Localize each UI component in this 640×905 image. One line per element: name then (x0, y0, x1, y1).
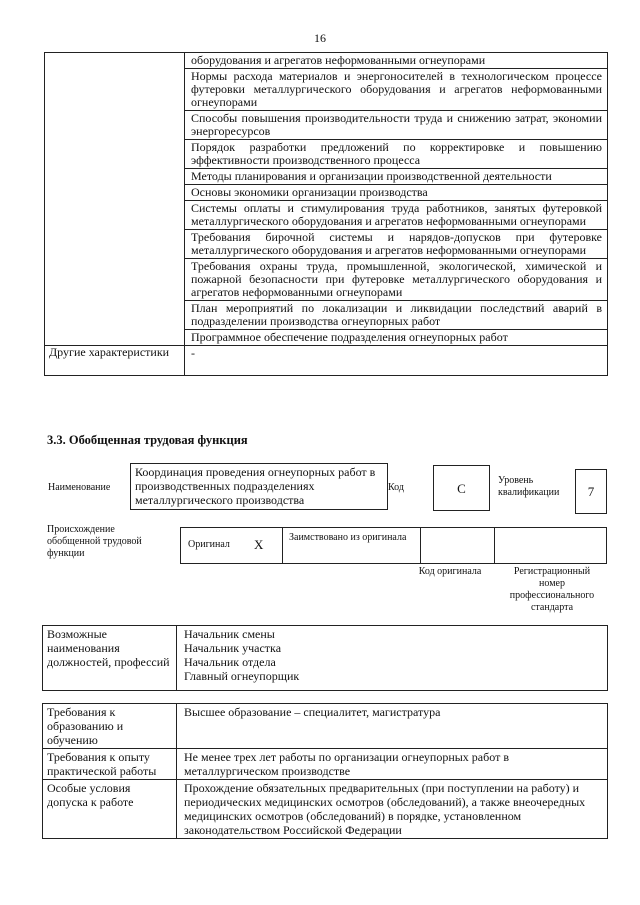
section-heading: 3.3. Обобщенная трудовая функция (47, 433, 248, 447)
knowledge-item: Нормы расхода материалов и энергоносителей в технологическом процессе футеровки металлургического оборудования и агрегатов неформованными огнеупорами (185, 69, 608, 111)
knowledge-item: Порядок разработки предложений по корректировке и повышению эффективности производственного процесса (185, 140, 608, 169)
knowledge-item: Способы повышения производительности труда и снижению затрат, экономии энергоресурсов (185, 111, 608, 140)
requirement-label: Требования к опыту практической работы (43, 749, 177, 780)
list-item: Начальник смены (184, 627, 275, 641)
table-row (45, 346, 608, 376)
origin-box (180, 527, 607, 564)
original-mark: X (254, 537, 264, 552)
table-row (43, 749, 608, 780)
divider (420, 528, 421, 563)
original-label: Оригинал (188, 539, 230, 550)
table-row (45, 53, 608, 69)
positions-values (177, 626, 608, 691)
requirement-value: Не менее трех лет работы по организации огнеупорных работ в металлургическом производстве (177, 749, 608, 780)
knowledge-label-cell (45, 53, 185, 346)
code-label: Код (388, 482, 404, 493)
reg-number-caption: Регистрационный номер профессионального стандарта (509, 566, 595, 613)
table-row (43, 626, 608, 691)
list-item: Начальник участка (184, 641, 282, 655)
origin-label: Происхождение обобщенной трудовой функции (47, 524, 142, 559)
code-value: C (457, 481, 466, 496)
knowledge-item: оборудования и агрегатов неформованными огнеупорами (185, 53, 608, 69)
positions-table (42, 625, 608, 691)
knowledge-item: Требования бирочной системы и нарядов-допусков при футеровке металлургического оборудования и агрегатов неформованными огнеупорами (185, 230, 608, 259)
knowledge-item: Программное обеспечение подразделения огнеупорных работ (185, 330, 608, 346)
other-characteristics-label: Другие характеристики (45, 346, 185, 376)
name-label: Наименование (48, 482, 111, 493)
requirements-table (42, 703, 608, 839)
divider (494, 528, 495, 563)
knowledge-item: План мероприятий по локализации и ликвидации последствий аварий в подразделении производства огнеупорных работ (185, 301, 608, 330)
requirement-label: Особые условия допуска к работе (43, 780, 177, 839)
borrowed-label: Заимствовано из оригинала (289, 532, 407, 543)
knowledge-item: Системы оплаты и стимулирования труда работников, занятых футеровкой металлургического оборудования и агрегатов неформованными огнеупорами (185, 201, 608, 230)
name-value-box (130, 463, 388, 510)
requirement-label: Требования к образованию и обучению (43, 704, 177, 749)
table-row (43, 780, 608, 839)
code-box (433, 465, 490, 511)
level-label: Уровень квалификации (498, 475, 560, 498)
divider (282, 528, 283, 563)
level-value: 7 (587, 484, 595, 499)
name-value: Координация проведения огнеупорных работ в производственных подразделениях металлургического производства (135, 465, 376, 507)
code-original-caption: Код оригинала (418, 566, 482, 577)
knowledge-item: Методы планирования и организации производственной деятельности (185, 169, 608, 185)
page-number: 16 (314, 31, 326, 45)
list-item: Начальник отдела (184, 655, 276, 669)
knowledge-item: Основы экономики организации производства (185, 185, 608, 201)
knowledge-item: Требования охраны труда, промышленной, экологической, химической и пожарной безопасности при футеровке металлургического оборудования и агрегатов неформованными огнеупорами (185, 259, 608, 301)
list-item: Главный огнеупорщик (184, 669, 300, 683)
requirement-value: Высшее образование – специалитет, магистратура (177, 704, 608, 749)
requirement-value: Прохождение обязательных предварительных (при поступлении на работу) и периодических медицинских осмотров (обследований), а также внеочередных медицинских осмотров (обследований) в порядке, установленном законодательством Российской Федерации (177, 780, 608, 839)
positions-label: Возможные наименования должностей, профессий (43, 626, 177, 691)
table-row (43, 704, 608, 749)
other-characteristics-value: - (185, 346, 608, 376)
knowledge-table (44, 52, 608, 376)
level-box (575, 469, 607, 514)
